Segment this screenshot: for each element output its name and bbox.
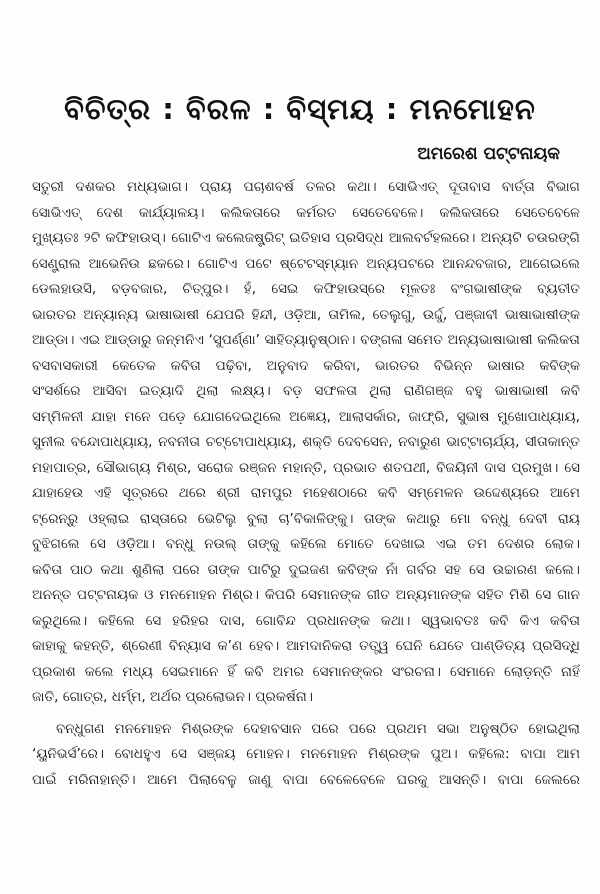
text-line: ସୋଭିଏତ୍ ଦେଶ କାର୍ଯ୍ୟାଳୟ। କଲିକତାରେ କର୍ମରତ ସେତେବେଳେ। କଲିକତାରେ ସେତେବେଳେ xyxy=(32,204,580,221)
text-line: ସମ୍ମିଳନୀ ଯାହା ମନେ ପଡ଼େ ଯୋଗଦେଇଥିଲେ ଅଜ୍ଞେୟ, ଆଲାସର୍କାର, ଜାଫ୍ରି, ସୁଭାଷ ମୁଖୋପାଧ୍ୟାୟ, xyxy=(32,408,580,425)
text-line: ମୁଖ୍ୟତଃ ୨ଟି କଫିହାଉସ୍। ଗୋଟିଏ କଲେଜଷ୍ଟ୍ରିଟ୍ ଇତିହାସ ପ୍ରସିଦ୍ଧ ଆଲବର୍ଟହଲରେ। ଅନ୍ୟଟି ଚଉରଙ୍ଗି xyxy=(32,230,580,246)
text-line: କବିତା ପାଠ କଥା ଶୁଣିଲା ପରେ ତାଙ୍କ ପାଟିରୁ ଦୁଇଜଣ କବିଙ୍କ ନାଁ ଗର୍ବର ସହ ସେ ଉଚ୍ଚାରଣ କଲେ। xyxy=(32,561,580,578)
text-line: ବନ୍ଧୁଗଣ ମନମୋହନ ମିଶ୍ରଙ୍କ ଦେହାବସାନ ପରେ ପରେ ପ୍ରଥମ ସଭା ଅନୁଷ୍ଠିତ ହୋଇଥିଲା xyxy=(56,720,580,737)
text-line: ସଂସର୍ଶରେ ଆସିବା ଇତ୍ୟାଦି ଥିଲା ଲକ୍ଷ୍ୟ। ବଡ଼ ସଫଳତା ଥିଲା ରାଣିଗଞ୍ଜ ବହୁ ଭାଷାଭାଷୀ କବି xyxy=(32,383,580,399)
text-line: ଅନନ୍ତ ପଟ୍ଟନାୟକ ଓ ମନମୋହନ ମିଶ୍ର। କିପରି ସେମାନଙ୍କ ଗୀତ ଅନ୍ୟମାନଙ୍କ ସହିତ ମିଶି ସେ ଗାନ xyxy=(32,587,580,603)
text-line: ଜାତି, ଗୋତ୍ର, ଧର୍ମ୍ମ, ଅର୍ଥର ପ୍ରଲୋଭନ। ପ୍ରକର୍ଷନା। xyxy=(32,689,313,705)
author-name: ଅମରେଶ ପଟ୍ଟନାୟକ xyxy=(417,144,560,164)
text-line: ଭାରତର ଅନ୍ୟାନ୍ୟ ଭାଷାଭାଷୀ ଯେପରି ହିନ୍ଦୀ, ଓଡ଼ିଆ, ତାମିଲ, ତେଲୁଗୁ, ଉର୍ଦ୍ଦୁ, ପଞ୍ଜାବୀ ଭାଷାଭାଷୀଙ୍କ xyxy=(32,306,580,323)
paragraph-1 xyxy=(32,175,580,711)
text-line: ସତୁରୀ ଦଶକର ମଧ୍ୟଭାଗ। ପ୍ରାୟ ପଚାଶବର୍ଷ ତଳର କଥା। ସୋଭିଏତ୍ ଦୂତାବାସ ବାର୍ତ୍ତା ବିଭାଗ xyxy=(32,179,580,195)
text-line: ମହାପାତ୍ର, ସୌଭାଗ୍ୟ ମିଶ୍ର, ସରୋଜ ରଞ୍ଜନ ମହାନ୍ତି, ପ୍ରଭାତ ଶତପଥୀ, ବିଜୟିନୀ ଦାସ ପ୍ରମୁଖ। ସେ xyxy=(32,459,580,476)
text-line: ପାଇଁ ମରିନାହାନ୍ତି। ଆମେ ପିଲାବେଳୁ ଜାଣୁ ବାପା ବେଳେବେଳେ ଘରକୁ ଆସନ୍ତି। ବାପା ଜେଲରେ xyxy=(32,771,580,788)
text-line: କରୁଥିଲେ। କହିଲେ ସେ ହରିହର ଦାସ, ଗୋବିନ୍ଦ ପ୍ରଧାନଙ୍କ କଥା। ସ୍ୱଭାବତଃ କବି କିଏ କବିତା xyxy=(32,612,580,629)
text-line: ଯାହାହେଉ ଏହି ସୂତ୍ରରେ ଥରେ ଶ୍ରୀ ରାମପୁର ମହେଶଠାରେ କବି ସମ୍ମେଳନ ଉଦ୍ଦେଶ୍ୟରେ ଆମେ xyxy=(32,485,580,501)
article-title: ବିଚିତ୍ର : ବିରଳ : ବିସ୍ମୟ : ମନମୋହନ xyxy=(64,92,536,126)
text-line: ବୁଝିଗଲେ ସେ ଓଡ଼ିଆ। ବନ୍ଧୁ ନଉଲ୍ ତାଙ୍କୁ କହିଲେ ମୋତେ ଦେଖାଇ ଏଇ ତମ ଦେଶର ଲୋକ। xyxy=(32,536,580,552)
text-line: ଆଡ୍ଡା। ଏଇ ଆଡ୍ଡାରୁ ଜନ୍ମନିଏ ‘ସୁପର୍ଣ୍ଣା’ ସାହିତ୍ୟାନୁଷ୍ଠାନ। ବଙ୍ଗଳା ସମେତ ଅନ୍ୟଭାଷାଭାଷୀ କଲିକତା xyxy=(32,332,580,348)
text-line: ସେଣ୍ଟ୍ରାଲ ଆଭେନିଉ ଛକରେ। ଗୋଟିଏ ପଟେ ଷ୍ଟେଟସ୍ମ୍ୟାନ ଅନ୍ୟପଟରେ ଆନନ୍ଦବଜାର, ଆଗେଇଲେ xyxy=(32,255,580,272)
text-line: କାହାକୁ କହନ୍ତି, ଶ୍ରେଣୀ ବିନ୍ୟାସ କ’ଣ ହେବ। ଆମଦାନିକରା ତତ୍ତ୍ୱ ଘେନି ଯେତେ ପାଣ୍ଡିତ୍ୟ ପ୍ରସିଦ୍ଧି xyxy=(32,638,580,654)
text-line: ଟ୍ରେନ୍‌ରୁ ଓହ୍ଲାଇ ରାସ୍ତାରେ ଭେଟିଲୁ ବୁଲା ଚା’ବିକାଳିଙ୍କୁ। ତାଙ୍କ କଥାରୁ ମୋ ବନ୍ଧୁ ଦେବୀ ରାୟ xyxy=(32,510,580,527)
text-line: ଡେଲହାଉସି, ବଡ଼ବଜାର, ଚିତ୍ପୁର। ହଁ, ସେଇ କଫିହାଉସ୍‌ରେ ମୂଳତଃ ବଂଗଭାଷୀଙ୍କ ବ୍ୟତୀତ xyxy=(32,281,580,297)
article-body xyxy=(32,175,580,793)
text-line: ପ୍ରକାଶ କଲେ ମଧ୍ୟ ସେଇମାନେ ହିଁ କବି ଅମର ସେମାନଙ୍କର ସଂରଚନା। ସେମାନେ ଲୋଡ଼ନ୍ତି ନାହିଁ xyxy=(32,663,580,680)
paragraph-2 xyxy=(32,717,580,794)
text-line: ସୁନୀଲ ବନ୍ଦୋପାଧ୍ୟାୟ, ନବନୀତା ଚଟ୍ଟୋପାଧ୍ୟାୟ, ଶକ୍ତି ଦେବସେନ, ନବାରୁଣ ଭାଟ୍ଟାଚାର୍ଯ୍ୟ, ସୀତାକାନ୍ତ xyxy=(32,434,580,450)
text-line: ‘ୟୁନିଭର୍ସ’ରେ। ବୋଧହୁଏ ସେ ସଞ୍ଜୟ ମୋହନ। ମନମୋହନ ମିଶ୍ରଙ୍କ ପୁଅ। କହିଲେ: ବାପା ଆମ xyxy=(32,746,580,762)
text-line: ବସବାସକାରୀ କେତେକ କବିତା ପଢ଼ିବା, ଅନୁବାଦ କରିବା, ଭାରତର ବିଭିନ୍ନ ଭାଷାର କବିଙ୍କ xyxy=(32,357,580,374)
